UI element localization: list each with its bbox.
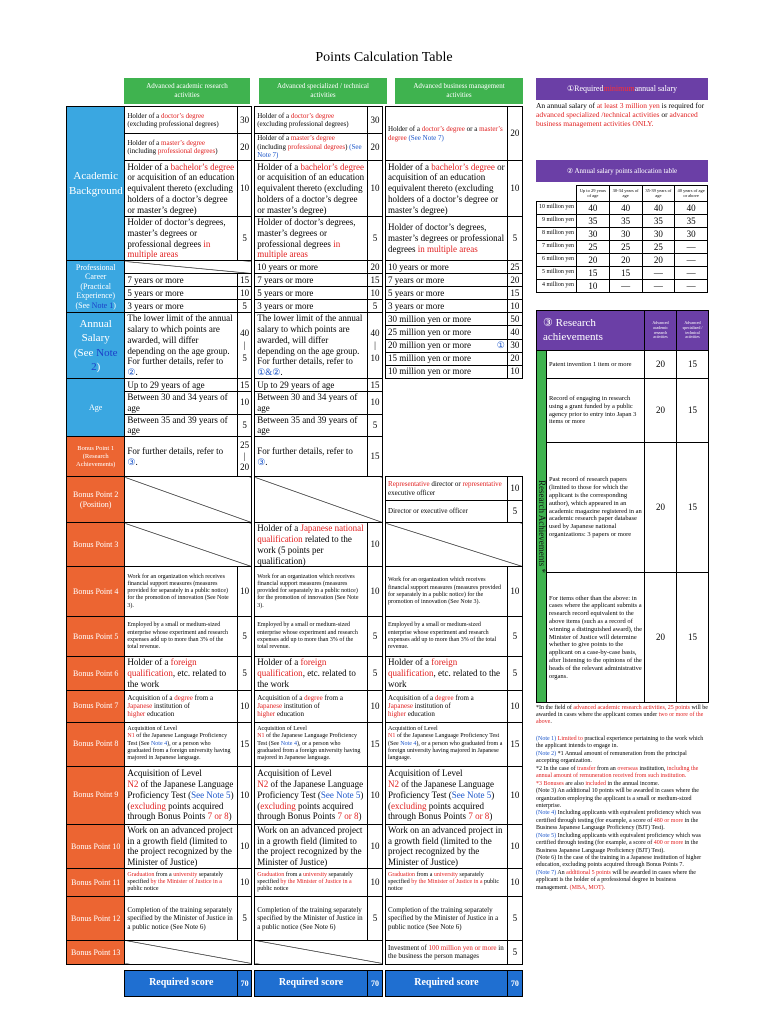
c3-salary: 10 million yen or more: [386, 365, 508, 378]
note-2b: *2 In the case of transfer from an overseas institution, including the annual amount of remuneration received from such institution.: [536, 765, 699, 780]
pts: 10: [238, 690, 252, 722]
pts: 10: [238, 868, 252, 896]
note-5: (Note 5) Including applicants with equivalent proficiency which was certified through testing (for example, a score of 400 or more in the Business Japanese Language Proficiency (BJT) Test).: [536, 832, 701, 854]
allocation-row: [537, 280, 708, 293]
research-pts: 15: [677, 351, 709, 379]
bonus5-label: Bonus Point 5: [67, 617, 125, 657]
pts: 10: [367, 868, 382, 896]
bonus5-row: [67, 617, 523, 657]
note-4: (Note 4) Including applicants with equivalent proficiency which was certified through testing (for example, a score of 480 or more in the Business Japanese Language Proficiency (BJT) Test).: [536, 810, 701, 832]
allocation-points: 30: [577, 228, 610, 241]
c3-multiple: Holder of doctor’s degrees, master’s degrees or professional degrees in multiple areas: [386, 217, 508, 261]
c3-salary: 30 million yen or more: [386, 313, 508, 326]
research-pts: 15: [677, 379, 709, 443]
pts: 15: [238, 274, 252, 287]
c2-bonus5: Employed by a small or medium-sized enterprise whose experiment and research expenses add up to more than 3% of the total revenue.: [255, 617, 368, 657]
bonus11-row: [67, 868, 523, 896]
allocation-points: 40: [609, 202, 642, 215]
research-row: [537, 379, 709, 443]
c1-salary: The lower limit of the annual salary to which points are awarded, will differ depending on the age group. For further details, refer to ②.: [125, 313, 238, 379]
pts: 5: [367, 617, 382, 657]
pts: 5: [367, 217, 382, 261]
c2-bonus10: Work on an advanced project in a growth field (limited to the project recognized by the Minister of Justice): [255, 824, 368, 868]
c3-director: Director or executive officer: [386, 501, 508, 523]
c1-bonus12: Completion of the training separately specified by the Minister of Justice in a public notice (See Note 6): [125, 896, 238, 940]
allocation-row: [537, 254, 708, 267]
c1-bonus9: Acquisition of Level N2 of the Japanese Language Proficiency Test (See Note 5) (excluding points acquired through Bonus Points 7 or 8): [125, 766, 238, 824]
c3-bonus4: Work for an organization which receives financial support measures (measures provided for separately in a public notice) for the promotion of innovation (See Note 3).: [386, 567, 508, 617]
pts: 10: [238, 287, 252, 300]
c2-age: Up to 29 years of age: [255, 378, 368, 391]
pts: 10: [507, 161, 522, 217]
pts: 5: [507, 896, 522, 940]
pts: 5: [238, 617, 252, 657]
bonus12-label: Bonus Point 12: [67, 896, 125, 940]
research-item: Patent invention 1 item or more: [547, 351, 645, 379]
pts: 30: [367, 107, 382, 134]
research-pts: 15: [677, 573, 709, 703]
pts: 20: [367, 134, 382, 161]
salary-level: 10 million yen: [537, 202, 577, 215]
c3-bonus6: Holder of a foreign qualification, etc. related to the work: [386, 657, 508, 690]
academic-row-1: [67, 107, 523, 134]
c1-bonus8: Acquisition of Level N1 of the Japanese Language Proficiency Test (See Note 4), or a person who graduated from a foreign university having majored in Japanese language.: [125, 722, 238, 766]
career-label: Professional Career (Practical Experience) (See Note 1): [67, 261, 125, 313]
pts: 5: [367, 657, 382, 690]
pts: 5: [507, 617, 522, 657]
pts: 5: [367, 896, 382, 940]
research-row: [537, 573, 709, 703]
pts: 10: [507, 868, 522, 896]
points-table: [66, 106, 523, 997]
empty-cell: [386, 523, 523, 567]
pts: 10: [367, 567, 382, 617]
c1-age: Between 30 and 34 years of age: [125, 391, 238, 414]
c2-bonus7: Acquisition of a degree from a Japanese institution of higher education: [255, 690, 368, 722]
c3-salary: 25 million yen or more: [386, 326, 508, 339]
salary-label: Annual Salary (See Note 2): [67, 313, 125, 379]
pts: 15: [238, 722, 252, 766]
box3-col2: Advanced specialized / technical activities: [677, 311, 709, 351]
allocation-points: —: [609, 280, 642, 293]
research-pts: 20: [645, 443, 677, 573]
pts: 10: [507, 365, 522, 378]
research-item: Record of engaging in research using a grant funded by a public agency prior to entry into Japan 3 items or more: [547, 379, 645, 443]
research-row: [537, 351, 709, 379]
allocation-points: 20: [642, 254, 675, 267]
pts: 50: [507, 313, 522, 326]
bonus4-label: Bonus Point 4: [67, 567, 125, 617]
c2-salary-pts: 40 | 10: [367, 313, 382, 379]
c1-bonus4: Work for an organization which receives financial support measures (measures provided for separately in a public notice) for the promotion of innovation (See Note 3).: [125, 567, 238, 617]
allocation-points: 25: [609, 241, 642, 254]
c2-doctor: Holder of a doctor’s degree (excluding professional degrees): [255, 107, 368, 134]
pts: 10: [367, 690, 382, 722]
allocation-points: 20: [609, 254, 642, 267]
pts: 10: [367, 824, 382, 868]
pts: 10: [507, 766, 522, 824]
pts: 20: [507, 274, 522, 287]
empty-cell: [125, 523, 252, 567]
pts: 10: [367, 766, 382, 824]
allocation-points: 35: [642, 215, 675, 228]
pts: 10: [238, 161, 252, 217]
pts: 15: [367, 378, 382, 391]
bonus7-row: [67, 690, 523, 722]
salary-level: 4 million yen: [537, 280, 577, 293]
pts: 10: [238, 391, 252, 414]
required-score-value: 70: [367, 970, 382, 996]
allocation-points: 25: [642, 241, 675, 254]
salary-level: 6 million yen: [537, 254, 577, 267]
allocation-points: 30: [642, 228, 675, 241]
c2-bonus8: Acquisition of Level N1 of the Japanese Language Proficiency Test (See Note 4), or a person who graduated from a foreign university having majored in Japanese language.: [255, 722, 368, 766]
col-header-3: Advanced business management activities: [395, 78, 523, 104]
allocation-points: 30: [609, 228, 642, 241]
research-side-label: Research Achievements *: [537, 351, 547, 703]
pts: 10: [367, 287, 382, 300]
allocation-points: 40: [642, 202, 675, 215]
pts: 10: [507, 300, 522, 313]
salary-level: 9 million yen: [537, 215, 577, 228]
allocation-row: [537, 267, 708, 280]
age-header: 40 years of age or above: [675, 186, 708, 202]
c2-bonus4: Work for an organization which receives financial support measures (measures provided for separately in a public notice) for the promotion of innovation (See Note 3).: [255, 567, 368, 617]
allocation-points: —: [675, 267, 708, 280]
bonus3-row: [67, 523, 523, 567]
bonus13-row: [67, 940, 523, 964]
c3-bonus5: Employed by a small or medium-sized enterprise whose experiment and research expenses add up to more than 3% of the total revenue.: [386, 617, 508, 657]
c3-bonus7: Acquisition of a degree from a Japanese institution of higher education: [386, 690, 508, 722]
c1-age: Up to 29 years of age: [125, 378, 238, 391]
c3-bonus11: Graduation from a university separately specified by the Minister of Justice in a public notice: [386, 868, 508, 896]
bonus9-label: Bonus Point 9: [67, 766, 125, 824]
c1-career: 5 years or more: [125, 287, 238, 300]
career-row-3: [67, 287, 523, 300]
bonus9-row: [67, 766, 523, 824]
allocation-table: [536, 185, 708, 293]
required-score-value: 70: [238, 970, 252, 996]
box1-header: ①Required minimum annual salary: [536, 78, 708, 100]
pts: 5: [507, 940, 522, 964]
bonus10-row: [67, 824, 523, 868]
pts: 5: [238, 414, 252, 437]
c1-master: Holder of a master’s degree (including professional degrees): [125, 134, 238, 161]
c3-bonus8: Acquisition of Level N1 of the Japanese Language Proficiency Test (See Note 4), or a person who graduated from a foreign university having majored in Japanese language.: [386, 722, 508, 766]
c3-bonus12: Completion of the training separately specified by the Minister of Justice in a public notice (See Note 6): [386, 896, 508, 940]
allocation-row: [537, 215, 708, 228]
pts: 25: [507, 261, 522, 274]
academic-row-3: [67, 161, 523, 217]
c3-career: 3 years or more: [386, 300, 508, 313]
pts: 20: [507, 107, 522, 161]
c3-bonus10: Work on an advanced project in a growth field (limited to the project recognized by the Minister of Justice): [386, 824, 508, 868]
pts: 10: [507, 824, 522, 868]
bonus2-label: Bonus Point 2 (Position): [67, 477, 125, 523]
allocation-points: 35: [577, 215, 610, 228]
salary-level: 7 million yen: [537, 241, 577, 254]
research-footnote: *In the field of advanced academic research activities, 25 points will be awarded in cases where the applicant comes under two or more of the above.: [536, 705, 708, 726]
c1-bonus11: Graduation from a university separately specified by the Minister of Justice in a public notice: [125, 868, 238, 896]
c2-bonus9: Acquisition of Level N2 of the Japanese Language Proficiency Test (See Note 5) (excluding points acquired through Bonus Points 7 or 8): [255, 766, 368, 824]
pts: 20: [507, 352, 522, 365]
allocation-points: —: [675, 241, 708, 254]
career-row-4: [67, 300, 523, 313]
pts: 15: [367, 437, 382, 477]
allocation-points: —: [642, 280, 675, 293]
pts: 15: [507, 287, 522, 300]
c2-bonus6: Holder of a foreign qualification, etc. related to the work: [255, 657, 368, 690]
salary-row-1: [67, 313, 523, 326]
c1-bonus6: Holder of a foreign qualification, etc. related to the work: [125, 657, 238, 690]
pts: 10: [238, 766, 252, 824]
c1-bonus7: Acquisition of a degree from a Japanese institution of higher education: [125, 690, 238, 722]
allocation-points: 25: [577, 241, 610, 254]
empty-cell: [125, 477, 252, 523]
pts: 10: [238, 567, 252, 617]
pts: 5: [238, 896, 252, 940]
pts: 5: [367, 414, 382, 437]
note-2: (Note 2) *1 Annual amount of remuneration from the principal accepting organization.: [536, 750, 687, 765]
c2-multiple: Holder of doctor’s degrees, master’s degrees or professional degrees in multiple areas: [255, 217, 368, 261]
c3-career: 10 years or more: [386, 261, 508, 274]
pts: 30: [238, 107, 252, 134]
c1-salary-pts: 40 | 5: [238, 313, 252, 379]
note-3: (Note 3) An additional 10 points will be awarded in cases where the organization employing the applicant is a small or medium-sized enterprise.: [536, 788, 699, 809]
c1-bachelor: Holder of a bachelor’s degree or acquisition of an education equivalent thereto (excluding holders of a doctor’s degree or master’s degree): [125, 161, 238, 217]
allocation-points: —: [642, 267, 675, 280]
pts: 5: [238, 300, 252, 313]
allocation-points: 35: [675, 215, 708, 228]
pts: 10: [367, 523, 382, 567]
allocation-points: 15: [577, 267, 610, 280]
empty-cell: [255, 477, 383, 523]
c2-bachelor: Holder of a bachelor’s degree or acquisition of an education equivalent thereto (excluding holders of a doctor’s degree or master’s degree): [255, 161, 368, 217]
career-row-2: [67, 274, 523, 287]
pts: 5: [507, 501, 522, 523]
pts: 15: [367, 722, 382, 766]
research-item: For items other than the above: in cases where the applicant submits a research record equivalent to the above items (such as a record of winning a distinguished award), the Minister of Justice will determine whether to give points to the applicant on a case-by-case basis, after listening to the opinions of the heads of the relevant administrative organs.: [547, 573, 645, 703]
pts: 10: [507, 567, 522, 617]
c1-bonus1: For further details, refer to ③.: [125, 437, 238, 477]
academic-row-4: [67, 217, 523, 261]
age-header: 35-39 years of age: [642, 186, 675, 202]
allocation-row: [537, 228, 708, 241]
c1-career: 3 years or more: [125, 300, 238, 313]
bonus13-label: Bonus Point 13: [67, 940, 125, 964]
box-minimum-salary: [536, 78, 708, 129]
salary-level: 5 million yen: [537, 267, 577, 280]
bonus11-label: Bonus Point 11: [67, 868, 125, 896]
pts: 20: [238, 134, 252, 161]
box-research-achievements: [536, 310, 708, 727]
academic-background-label: Academic Background: [67, 107, 125, 261]
allocation-points: 30: [675, 228, 708, 241]
c1-age: Between 35 and 39 years of age: [125, 414, 238, 437]
pts: 10: [507, 477, 522, 501]
age-row-1: [67, 378, 523, 391]
c2-salary: The lower limit of the annual salary to which points are awarded, will differ depending on the age group. For further details, refer to ①&②.: [255, 313, 368, 379]
bonus8-row: [67, 722, 523, 766]
required-score-label: Required score: [386, 970, 508, 996]
allocation-row: [537, 202, 708, 215]
bonus1-label: Bonus Point 1 (Research Achievements): [67, 437, 125, 477]
col-header-2: Advanced specialized / technical activities: [259, 78, 387, 104]
c1-bonus1-pts: 25 | 20: [238, 437, 252, 477]
research-item: Past record of research papers (limited to those for which the applicant is the corresponding author), which appeared in an academic magazine registered in an academic research paper database used by Japanese national organizations: 3 papers or more: [547, 443, 645, 573]
c2-bonus1: For further details, refer to ③.: [255, 437, 368, 477]
pts: 5: [507, 657, 522, 690]
notes: [536, 736, 708, 892]
box1-text: An annual salary of at least 3 million yen is required for advanced specialized /technical activities or advanced business management activities ONLY.: [536, 101, 705, 129]
allocation-points: 10: [577, 280, 610, 293]
box-salary-allocation: [536, 160, 708, 293]
c3-bonus9: Acquisition of Level N2 of the Japanese Language Proficiency Test (See Note 5) (excluding points acquired through Bonus Points 7 or 8): [386, 766, 508, 824]
pts: 5: [507, 217, 522, 261]
allocation-points: 15: [609, 267, 642, 280]
allocation-points: 20: [577, 254, 610, 267]
c3-representative: Representative director or representative executive officer: [386, 477, 508, 501]
required-score-value: 70: [507, 970, 522, 996]
bonus6-label: Bonus Point 6: [67, 657, 125, 690]
c2-age: Between 30 and 34 years of age: [255, 391, 368, 414]
c3-career: 5 years or more: [386, 287, 508, 300]
allocation-points: —: [675, 254, 708, 267]
c2-bonus12: Completion of the training separately specified by the Minister of Justice in a public notice (See Note 6): [255, 896, 368, 940]
bonus7-label: Bonus Point 7: [67, 690, 125, 722]
c2-master: Holder of a master’s degree (including professional degrees) (See Note 7): [255, 134, 368, 161]
bonus4-row: [67, 567, 523, 617]
empty-cell: [125, 261, 252, 274]
pts: 5: [238, 657, 252, 690]
allocation-points: 40: [675, 202, 708, 215]
page-title: Points Calculation Table: [315, 50, 453, 65]
box3-col1: Advanced academic research activities: [645, 311, 677, 351]
c1-doctor: Holder of a doctor’s degree (excluding professional degrees): [125, 107, 238, 134]
allocation-row: [537, 241, 708, 254]
c2-age: Between 35 and 39 years of age: [255, 414, 368, 437]
pts: 30: [507, 339, 522, 352]
bonus6-row: [67, 657, 523, 690]
pts: 10: [507, 690, 522, 722]
pts: 10: [367, 391, 382, 414]
box3-header: ③ Research achievements: [537, 311, 645, 351]
col-header-1: Advanced academic research activities: [124, 78, 250, 104]
note-2c: *3 Bonuses are also included in the annual income.: [536, 780, 660, 787]
note-1: (Note 1) Limited to practical experience pertaining to the work which the applicant intends to engage in.: [536, 736, 704, 750]
c3-salary: 20 million yen or more ①: [386, 339, 508, 352]
bonus2-row-1: [67, 477, 523, 501]
c2-career: 7 years or more: [255, 274, 368, 287]
c2-bonus11: Graduation from a university separately specified by the Minister of Justice in a public notice: [255, 868, 368, 896]
allocation-points: 40: [577, 202, 610, 215]
research-table: [536, 310, 709, 703]
allocation-points: 35: [609, 215, 642, 228]
c3-salary: 15 million yen or more: [386, 352, 508, 365]
pts: 15: [238, 378, 252, 391]
empty-cell: [255, 940, 383, 964]
bonus10-label: Bonus Point 10: [67, 824, 125, 868]
empty-cell: [125, 940, 252, 964]
box2-header: ② Annual salary points allocation table: [536, 160, 708, 182]
research-pts: 20: [645, 573, 677, 703]
bonus8-label: Bonus Point 8: [67, 722, 125, 766]
c1-multiple: Holder of doctor’s degrees, master’s degrees or professional degrees in multiple areas: [125, 217, 238, 261]
c3-bonus13: Investment of 100 million yen or more in the business the person manages: [386, 940, 508, 964]
research-row: [537, 443, 709, 573]
allocation-points: —: [675, 280, 708, 293]
c1-career: 7 years or more: [125, 274, 238, 287]
career-row-1: [67, 261, 523, 274]
age-header: 30-34 years of age: [609, 186, 642, 202]
research-pts: 15: [677, 443, 709, 573]
age-header: Up to 29 years of age: [577, 186, 610, 202]
note-7: (Note 7) An additional 5 points will be awarded in cases where the applicant is the holder of a professional degree in business management. (MBA, MOT).: [536, 869, 696, 891]
pts: 5: [238, 217, 252, 261]
c3-career: 7 years or more: [386, 274, 508, 287]
c2-career: 3 years or more: [255, 300, 368, 313]
pts: 15: [507, 722, 522, 766]
c3-bachelor: Holder of a bachelor’s degree or acquisition of an education equivalent thereto (excluding holders of a doctor’s degree or master’s degree): [386, 161, 508, 217]
pts: 10: [238, 824, 252, 868]
research-pts: 20: [645, 379, 677, 443]
pts: 5: [367, 300, 382, 313]
age-label: Age: [67, 378, 125, 436]
bonus3-label: Bonus Point 3: [67, 523, 125, 567]
c2-career: 10 years or more: [255, 261, 368, 274]
pts: 40: [507, 326, 522, 339]
note-6: (Note 6) In the case of the training in a Japanese institution of higher education, excluding points acquired through Bonus Points 7.: [536, 855, 702, 869]
bonus1-row: [67, 437, 523, 477]
research-pts: 20: [645, 351, 677, 379]
bonus12-row: [67, 896, 523, 940]
c1-bonus10: Work on an advanced project in a growth field (limited to the project recognized by the Minister of Justice): [125, 824, 238, 868]
required-score-label: Required score: [255, 970, 368, 996]
c2-career: 5 years or more: [255, 287, 368, 300]
pts: 15: [367, 274, 382, 287]
salary-level: 8 million yen: [537, 228, 577, 241]
required-score-label: Required score: [125, 970, 238, 996]
c1-bonus5: Employed by a small or medium-sized enterprise whose experiment and research expenses add up to more than 3% of the total revenue.: [125, 617, 238, 657]
pts: 20: [367, 261, 382, 274]
pts: 10: [367, 161, 382, 217]
c3-doctor: Holder of a doctor’s degree or a master’s degree (See Note 7): [386, 107, 508, 161]
c2-bonus3: Holder of a Japanese national qualification related to the work (5 points per qualification): [255, 523, 368, 567]
required-row: [67, 970, 523, 996]
